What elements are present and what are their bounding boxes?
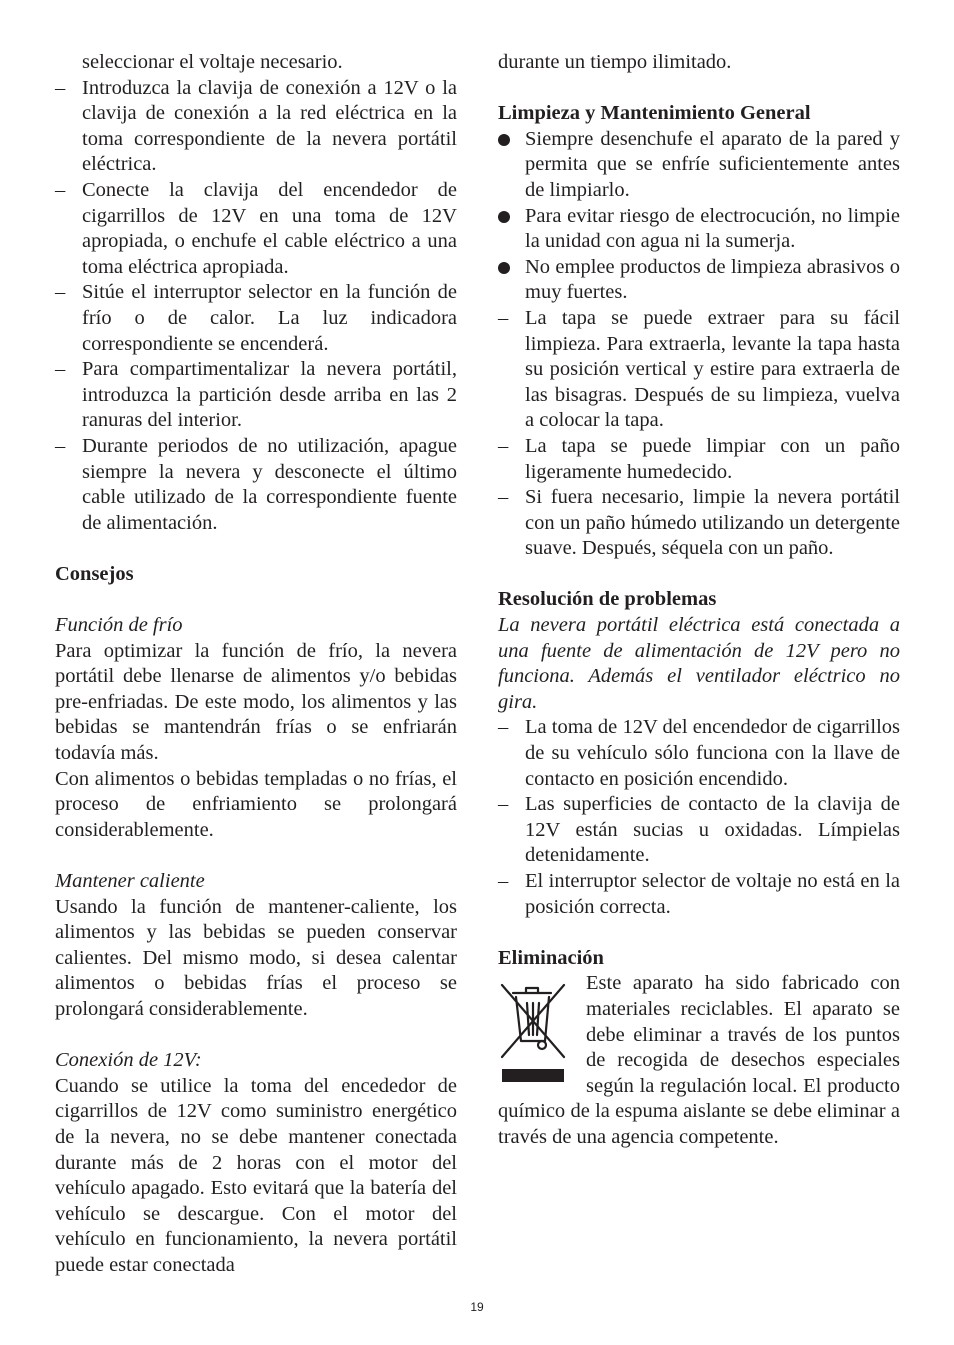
eliminacion-paragraph: Este aparato ha sido fabricado con materiales reciclables. El aparato se debe eliminar a través de los puntos de recogida de desechos especiales según la regulación local. El producto químico de la espuma aislante se debe eliminar a través de una agencia competente. (498, 972, 900, 1148)
list-item-text: El interruptor selector de voltaje no está en la posición correcta. (525, 870, 900, 918)
list-item (498, 792, 900, 869)
dash-marker: – (498, 793, 509, 816)
limpieza-heading: Limpieza y Mantenimiento General (498, 102, 811, 125)
right-column (498, 50, 900, 1151)
bullet-icon (498, 204, 525, 255)
list-item (498, 715, 900, 792)
list-item (55, 357, 457, 434)
left-column (55, 50, 457, 1279)
list-item-text: Sitúe el interruptor selector en la función de frío o de calor. La luz indicadora correspondiente se encenderá. (82, 281, 457, 355)
list-item (498, 485, 900, 562)
list-item-text: Para compartimentalizar la nevera portátil, introduzca la partición desde arriba en las 2 ranuras del interior. (82, 358, 457, 432)
frio-subheading: Función de frío (55, 614, 183, 637)
list-item (498, 204, 900, 255)
dash-marker: – (55, 358, 66, 381)
problemas-heading: Resolución de problemas (498, 588, 717, 611)
setup-steps-list (55, 76, 457, 537)
dash-marker: – (55, 76, 66, 99)
list-item (498, 306, 900, 434)
dash-marker: – (55, 434, 66, 457)
limpieza-list (498, 127, 900, 562)
list-item (498, 255, 900, 306)
eliminacion-section (498, 971, 900, 1150)
dash-marker: – (55, 178, 66, 201)
frio-paragraph-2: Con alimentos o bebidas templadas o no frías, el proceso de enfriamiento se prolongará considerablemente. (55, 767, 457, 841)
crossed-out-wheelie-bin-icon (496, 979, 570, 1083)
list-item-text: La toma de 12V del encendedor de cigarrillos de su vehículo sólo funciona con la llave de contacto en posición encendido. (525, 716, 900, 790)
list-item-text: No emplee productos de limpieza abrasivos o muy fuertes. (525, 255, 900, 304)
list-item-text: Si fuera necesario, limpie la nevera portátil con un paño húmedo utilizando un detergente suave. Después, séquela con un paño. (525, 486, 900, 560)
list-item-text: Conecte la clavija del encendedor de cigarrillos de 12V en una toma de 12V apropiada, o enchufe el cable eléctrico a una toma eléctrica apropiada. (82, 178, 457, 278)
dash-marker: – (498, 870, 509, 892)
list-item-text: La tapa se puede limpiar con un paño ligeramente humedecido. (525, 434, 900, 483)
frio-paragraph-1: Para optimizar la función de frío, la nevera portátil debe llenarse de alimentos y/o bebidas pre-enfriadas. De este modo, los alimentos y las bebidas se mantendrán frías o se enfriarán todavía más. (55, 639, 457, 765)
list-item (498, 127, 900, 204)
conexion-paragraph: Cuando se utilice la toma del encededor de cigarrillos de 12V como suministro energético de la nevera, no se debe mantener conectada durante más de 2 horas con el motor del vehículo apagado. Esto evitará que la batería del vehículo se descargue. Con el motor del vehículo en funcionamiento, la nevera portátil puede estar conectada (55, 1074, 457, 1276)
conexion-subheading: Conexión de 12V: (55, 1049, 202, 1072)
caliente-subheading: Mantener caliente (55, 870, 205, 892)
list-item-text: Siempre desenchufe el aparato de la pared y permita que se enfríe suficientemente antes de limpiarlo. (525, 127, 900, 201)
list-item (55, 280, 457, 357)
bullet-icon (498, 127, 525, 204)
consejos-heading: Consejos (55, 562, 134, 585)
problemas-list (498, 715, 900, 920)
dash-marker: – (55, 281, 66, 304)
list-item-text: Para evitar riesgo de electrocución, no limpie la unidad con agua ni la sumerja. (525, 204, 900, 253)
intro-continuation: seleccionar el voltaje necesario. (82, 51, 343, 73)
list-item (55, 76, 457, 178)
dash-marker: – (498, 434, 509, 457)
list-item (55, 178, 457, 280)
list-item (498, 434, 900, 485)
problemas-description: La nevera portátil eléctrica está conectada a una fuente de alimentación de 12V pero no funciona. Además el ventilador eléctrico no gira. (498, 614, 900, 713)
eliminacion-heading: Eliminación (498, 946, 604, 969)
page-number: 19 (470, 1300, 484, 1314)
caliente-paragraph: Usando la función de mantener-caliente, los alimentos y las bebidas se pueden conservar calientes. Del mismo modo, si desea calentar alimentos o bebidas frías el proceso se prolongará considerablemente. (55, 895, 457, 1020)
list-item-text: Introduzca la clavija de conexión a 12V o la clavija de conexión a la red eléctrica en la toma correspondiente de la nevera portátil eléctrica. (82, 76, 457, 176)
list-item (55, 434, 457, 536)
list-item-text: Las superficies de contacto de la clavija de 12V están sucias u oxidadas. Límpielas detenidamente. (525, 793, 900, 867)
list-item-text: La tapa se puede extraer para su fácil limpieza. Para extraerla, levante la tapa hasta su posición vertical y estire para extraerla de las bisagras. Después de su limpieza, vuelva a colocar la tapa. (525, 306, 900, 432)
conexion-continuation: durante un tiempo ilimitado. (498, 51, 732, 73)
list-item (498, 869, 900, 920)
dash-marker: – (498, 486, 509, 509)
list-item-text: Durante periodos de no utilización, apague siempre la nevera y desconecte el último cable utilizado de la correspondiente fuente de alimentación. (82, 434, 457, 534)
bullet-icon (498, 255, 525, 306)
dash-marker: – (498, 306, 509, 329)
dash-marker: – (498, 716, 509, 739)
